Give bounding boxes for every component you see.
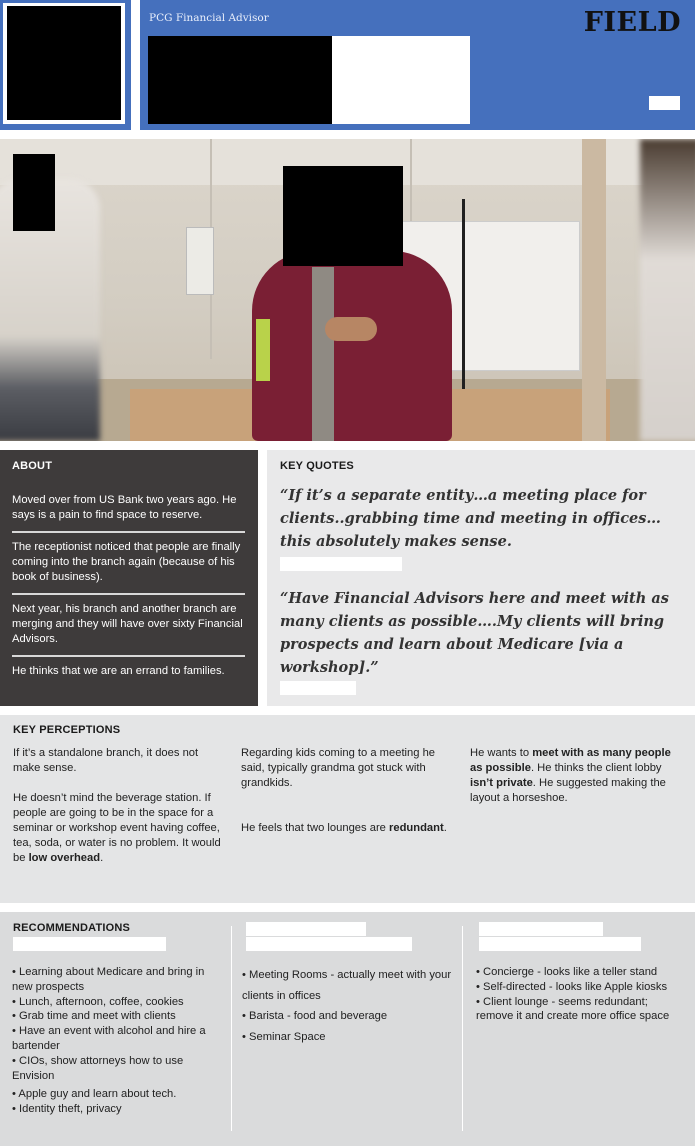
recommendations-heading: RECOMMENDATIONS xyxy=(13,922,131,934)
perception-emphasis: redundant xyxy=(389,822,444,834)
about-item: The receptionist noticed that people are finally coming into the branch again (because of his book of business). xyxy=(12,541,241,583)
photo-tie xyxy=(312,267,334,441)
recommendation-item: • Barista - food and beverage xyxy=(242,1010,388,1022)
header-band xyxy=(140,0,695,130)
perception-text: . xyxy=(100,852,104,864)
column-divider xyxy=(231,926,232,1131)
recommendation-item: • CIOs, show attorneys how to use Envision xyxy=(12,1054,184,1082)
profile-photo-frame xyxy=(0,0,131,130)
redacted-photo xyxy=(7,6,121,120)
about-item: He thinks that we are an errand to families. xyxy=(12,665,225,677)
redacted-attribution xyxy=(280,557,402,571)
redacted-name xyxy=(148,36,332,124)
about-heading: ABOUT xyxy=(12,460,53,472)
perception-column xyxy=(470,746,682,821)
perception-emphasis: isn’t private xyxy=(470,777,533,789)
photo-person-main xyxy=(252,251,452,441)
recommendation-item: • Client lounge - seems redundant; remove it and create more office space xyxy=(476,995,670,1023)
quote: “If it’s a separate entity…a meeting place for clients..grabbing time and meeting in offices… this absolutely makes sense. xyxy=(280,487,661,550)
about-panel xyxy=(0,450,258,706)
perception-text: Regarding kids coming to a meeting he said, typically grandma got stuck with grandkids. xyxy=(241,747,436,789)
photo-person-right xyxy=(640,139,695,441)
redacted-face xyxy=(283,166,403,266)
perception-text: He doesn’t mind the beverage station. If people are going to be in the space for a seminar or workshop event having coffee, tea, soda, or water is no problem. It would be xyxy=(13,792,221,864)
page-title: FIELD xyxy=(583,7,681,38)
perception-column xyxy=(13,746,225,881)
photo-panel xyxy=(582,139,606,441)
recommendation-item: • Lunch, afternoon, coffee, cookies xyxy=(12,995,184,1008)
name-box xyxy=(148,36,470,124)
photo-easel xyxy=(186,227,214,295)
key-quotes-panel xyxy=(267,450,695,706)
redacted-subheading xyxy=(479,937,641,951)
perception-column xyxy=(241,746,453,851)
redacted-tag xyxy=(649,96,680,110)
recommendation-item: • Seminar Space xyxy=(242,1030,326,1043)
redacted-face xyxy=(13,154,55,231)
recommendation-item: • Apple guy and learn about tech. xyxy=(12,1088,177,1101)
recommendation-item: • Grab time and meet with clients xyxy=(12,1010,176,1023)
redacted-subheading xyxy=(246,937,412,951)
perception-text: . He thinks the client lobby xyxy=(530,762,662,774)
key-perceptions-panel xyxy=(0,715,695,903)
persona-role: PCG Financial Advisor xyxy=(149,12,269,24)
photo-folder xyxy=(256,319,270,381)
recommendation-item: • Self-directed - looks like Apple kiosks xyxy=(476,980,668,993)
perception-paragraph xyxy=(241,821,453,836)
redacted-attribution xyxy=(280,681,356,695)
perception-text: . xyxy=(443,822,447,834)
perception-paragraph xyxy=(13,791,225,866)
recommendation-column xyxy=(12,965,222,1117)
perceptions-heading: KEY PERCEPTIONS xyxy=(13,724,121,736)
redacted-subheading xyxy=(13,937,166,951)
perception-paragraph xyxy=(470,746,682,806)
perception-text: If it’s a standalone branch, it does not make sense. xyxy=(13,747,199,774)
recommendation-column xyxy=(476,965,688,1024)
perceptions-columns xyxy=(13,746,682,896)
recommendation-item: • Concierge - looks like a teller stand xyxy=(476,966,658,978)
about-item: Moved over from US Bank two years ago. He says is a pain to find space to reserve. xyxy=(12,494,237,521)
column-divider xyxy=(462,926,463,1131)
about-item: Next year, his branch and another branch are merging and they will have over sixty Financial Advisors. xyxy=(12,603,243,645)
recommendation-column xyxy=(242,965,452,1047)
perception-text: He feels that two lounges are xyxy=(241,822,390,834)
redacted-subheading xyxy=(479,922,603,936)
interview-photo xyxy=(0,139,695,441)
perception-emphasis: meet with as many people as possible xyxy=(470,747,671,774)
header xyxy=(0,0,695,130)
perception-text: . He suggested making the layout a horseshoe. xyxy=(470,777,666,804)
photo-hand xyxy=(325,317,377,341)
recommendation-item: • Meeting Rooms - actually meet with your clients in offices xyxy=(242,969,452,1002)
redacted-subheading xyxy=(246,922,366,936)
perception-emphasis: low overhead xyxy=(28,852,101,864)
recommendation-item: • Have an event with alcohol and hire a bartender xyxy=(12,1025,206,1052)
recommendation-item: • Identity theft, privacy xyxy=(12,1103,122,1116)
perception-text: He wants to xyxy=(470,747,533,759)
recommendation-item: • Learning about Medicare and bring in new prospects xyxy=(12,966,205,993)
quote: “Have Financial Advisors here and meet with as many clients as possible….My clients will bring prospects and learn about Medicare [via a workshop].” xyxy=(280,590,669,676)
recommendations-panel xyxy=(0,912,695,1146)
profile-photo xyxy=(3,3,125,124)
quotes-heading: KEY QUOTES xyxy=(280,460,354,472)
